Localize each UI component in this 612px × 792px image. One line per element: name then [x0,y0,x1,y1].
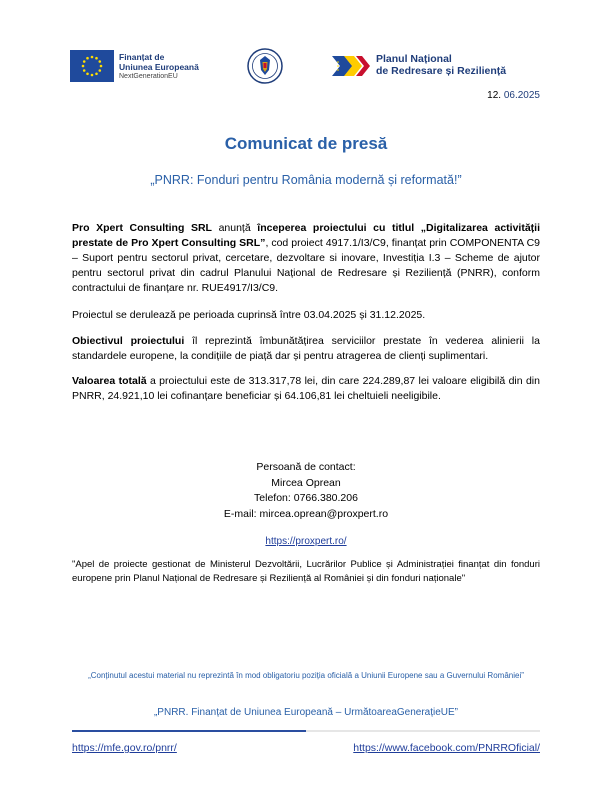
paragraph-period: Proiectul se derulează pe perioada cuprinsă între 03.04.2025 și 31.12.2025. [72,309,426,321]
facebook-pnrr-link[interactable]: https://www.facebook.com/PNRROficial/ [353,742,540,754]
romanian-government-seal-icon [247,48,283,84]
eu-flag-icon [70,50,114,82]
project-title: începerea proiectului cu titlul „Digitalizarea activității prestate de Pro Xpert Consulting SRL” [72,222,540,249]
pnrr-arrow-icon [332,54,370,78]
objective-label: Obiectivul proiectului [72,335,185,347]
eu-funding-text [119,52,199,82]
paragraph-announcement [72,221,540,296]
date-rest: 06.2025 [501,90,540,101]
contact-label: Persoană de contact: [256,461,356,473]
date-day: 12. [487,90,502,101]
company-name: Pro Xpert Consulting SRL [72,222,212,234]
website-row [0,536,612,547]
pnrr-logo [332,52,552,82]
footer-divider [72,730,540,732]
pnrr-slogan: „PNRR. Finanțat de Uniunea Europeană – UrmătoareaGenerațieUE” [153,707,459,718]
disclaimer: „Conținutul acestui material nu reprezintă în mod obligatoriu poziția oficială a Uniunii Europene sau a Guvernului României” [88,671,524,680]
footer-left-row [72,742,177,754]
objective-text: îl reprezintă îmbunătățirea serviciilor prestate în vederea alinierii la standardele europene, la condițiile de piață dar și pentru atragerea de clienți suplimentari. [72,335,540,362]
total-value-text: a proiectului este de 313.317,78 lei, din care 224.289,87 lei valoare eligibilă din din PNRR, 24.921,10 lei cofinanțare beneficiar și 64.106,81 lei cheltuieli neeligibile. [72,375,540,402]
pnrr-logo-text [376,53,506,77]
website-link[interactable]: https://proxpert.ro/ [265,536,347,547]
paragraph-value [72,374,540,404]
footer-divider-accent [72,730,306,732]
eu-funding-logo [70,50,220,84]
pnrr-line-1: Planul Național [376,53,452,65]
page-title: Comunicat de presă [224,134,388,153]
total-value-label: Valoarea totală [72,375,147,387]
header-logos [70,46,550,88]
eu-line-3: NextGenerationEU [119,73,178,80]
mfe-pnrr-link[interactable]: https://mfe.gov.ro/pnrr/ [72,742,177,754]
contact-phone: Telefon: 0766.380.206 [254,492,358,504]
contact-email: E-mail: mircea.oprean@proxpert.ro [223,507,389,520]
contact-block [0,460,612,522]
pnrr-line-2: de Redresare și Reziliență [376,65,507,77]
announcement-text-2: , cod proiect 4917.1/I3/C9, finanțat prin COMPONENTA C9 – Suport pentru sectorul privat, cercetare, dezvoltare si inovare, Investiția I.3 – Scheme de ajutor pentru sectorul privat din cadrul Planului Național de Redresare și Reziliență (PNRR), conform contractului de finanțare nr. RUE4917/I3/C9. [72,237,540,294]
footer-right-row [353,742,540,754]
announcement-text-1: anunță [211,222,258,234]
eu-line-1: Finanțat de [119,52,165,62]
document-date [487,90,540,101]
eu-line-2: Uniunea Europeană [119,62,199,72]
page-subtitle: „PNRR: Fonduri pentru România modernă și reformată!” [150,173,462,187]
paragraph-objective [72,334,540,364]
call-statement: "Apel de proiecte gestionat de Ministerul Dezvoltării, Lucrărilor Publice și Administrației finanțat din fonduri europene prin Planul Național de Redresare și Reziliență al României și din fonduri naționale" [72,559,540,584]
contact-name: Mircea Oprean [271,476,341,489]
